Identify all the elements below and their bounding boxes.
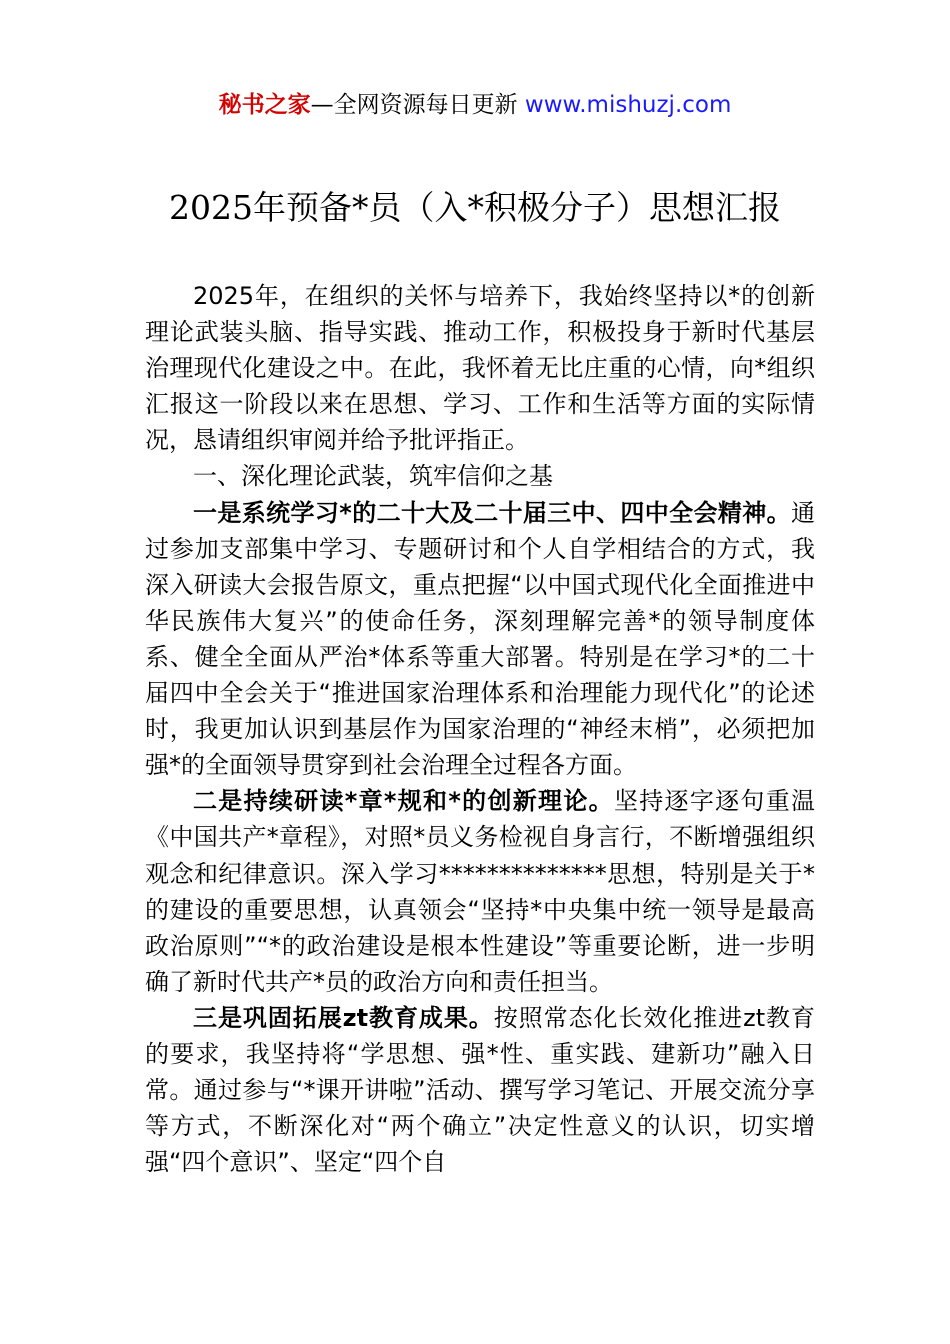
intro-paragraph: 2025年，在组织的关怀与培养下，我始终坚持以*的创新理论武装头脑、指导实践、推动工作，积极投身于新时代基层治理现代化建设之中。在此，我怀着无比庄重的心情，向*组织汇报这一阶段以来在思想、学习、工作和生活等方面的实际情况，恳请组织审阅并给予批评指正。 bbox=[145, 282, 815, 455]
point-2-lead: 二是持续研读*章*规和*的创新理论。 bbox=[193, 787, 614, 816]
site-url-link[interactable]: www.mishuzj.com bbox=[524, 92, 732, 118]
point-2-paragraph bbox=[145, 783, 815, 1000]
site-tagline: —全网资源每日更新 bbox=[310, 92, 525, 118]
point-1-text: 通过参加支部集中学习、专题研讨和个人自学相结合的方式，我深入研读大会报告原文，重点把握“以中国式现代化全面推进中华民族伟大复兴”的使命任务，深刻理解完善*的领导制度体系、健全全面从严治*体系等重大部署。特别是在学习*的二十届四中全会关于“推进国家治理体系和治理能力现代化”的论述时，我更加认识到基层作为国家治理的“神经末梢”，必须把加强*的全面领导贯穿到社会治理全过程各方面。 bbox=[145, 498, 815, 780]
point-3-paragraph bbox=[145, 1000, 815, 1180]
document-title: 2025年预备*员（入*积极分子）思想汇报 bbox=[169, 188, 781, 227]
document-body bbox=[145, 278, 815, 1180]
point-3-lead: 三是巩固拓展zt教育成果。 bbox=[193, 1003, 494, 1032]
site-header bbox=[0, 88, 950, 122]
section-heading: 一、深化理论武装，筑牢信仰之基 bbox=[193, 462, 553, 491]
point-1-paragraph bbox=[145, 495, 815, 784]
point-1-lead: 一是系统学习*的二十大及二十届三中、四中全会精神。 bbox=[193, 498, 791, 527]
site-brand: 秘书之家 bbox=[218, 92, 311, 118]
point-2-text: 坚持逐字逐句重温《中国共产*章程》，对照*员义务检视自身言行，不断增强组织观念和纪律意识。深入学习**************思想，特别是关于*的建设的重要思想，认真领会“坚持*中央集中统一领导是最高政治原则”“*的政治建设是根本性建设”等重要论断，进一步明确了新时代共产*员的政治方向和责任担当。 bbox=[145, 787, 816, 996]
point-3-text: 按照常态化长效化推进zt教育的要求，我坚持将“学思想、强*性、重实践、建新功”融入日常。通过参与“*课开讲啦”活动、撰写学习笔记、开展交流分享等方式，不断深化对“两个确立”决定性意义的认识，切实增强“四个意识”、坚定“四个自 bbox=[145, 1003, 815, 1177]
